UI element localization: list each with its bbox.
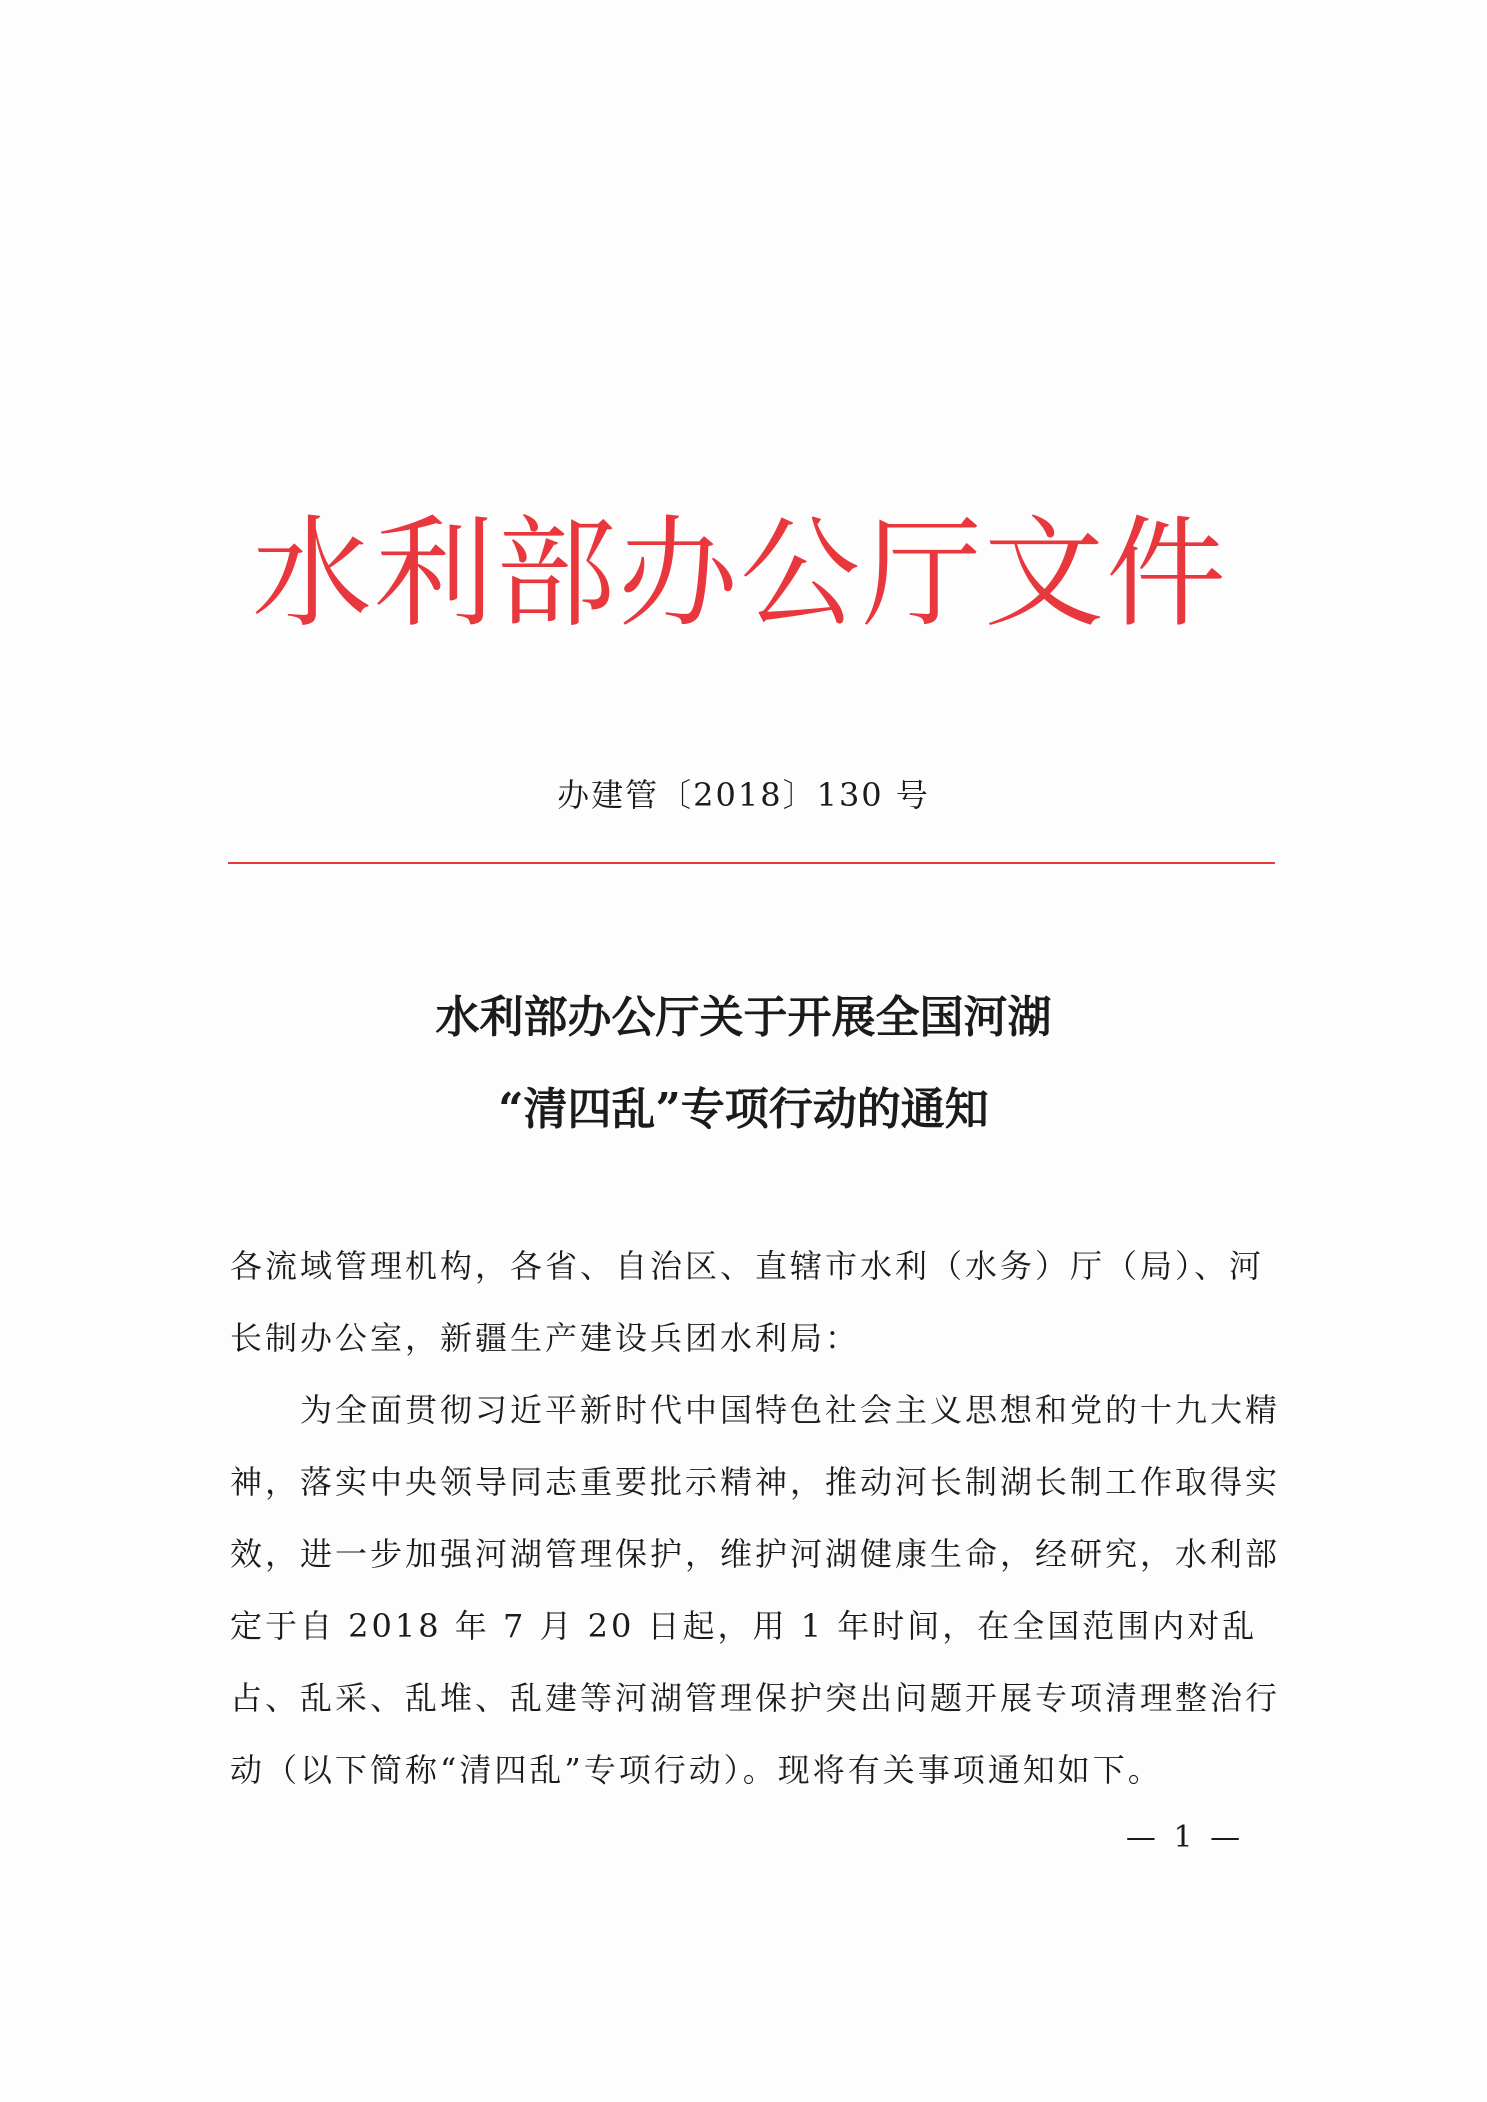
document-number: 办建管〔2018〕130 号	[557, 776, 930, 814]
document-masthead: 水利部办公厅文件	[252, 505, 1228, 644]
notice-title-line-1: 水利部办公厅关于开展全国河湖	[435, 992, 1052, 1043]
addressee-paragraph: 各流域管理机构，各省、自治区、直辖市水利（水务）厅（局）、河长制办公室，新疆生产建设兵团水利局：	[230, 1247, 1265, 1357]
notice-title-line-2: “清四乱”专项行动的通知	[498, 1084, 989, 1135]
masthead-red-rule	[228, 862, 1275, 864]
page-number: — 1 —	[1125, 1820, 1245, 1855]
body-paragraph-1: 为全面贯彻习近平新时代中国特色社会主义思想和党的十九大精神，落实中央领导同志重要批示精神，推动河长制湖长制工作取得实效，进一步加强河湖管理保护，维护河湖健康生命，经研究，水利部定于自 2018 年 7 月 20 日起，用 1 年时间，在全国范围内对乱占、乱采、乱堆、乱建等河湖管理保护突出问题开展专项清理整治行动（以下简称“清四乱”专项行动）。现将有关事项通知如下。	[230, 1391, 1281, 1789]
